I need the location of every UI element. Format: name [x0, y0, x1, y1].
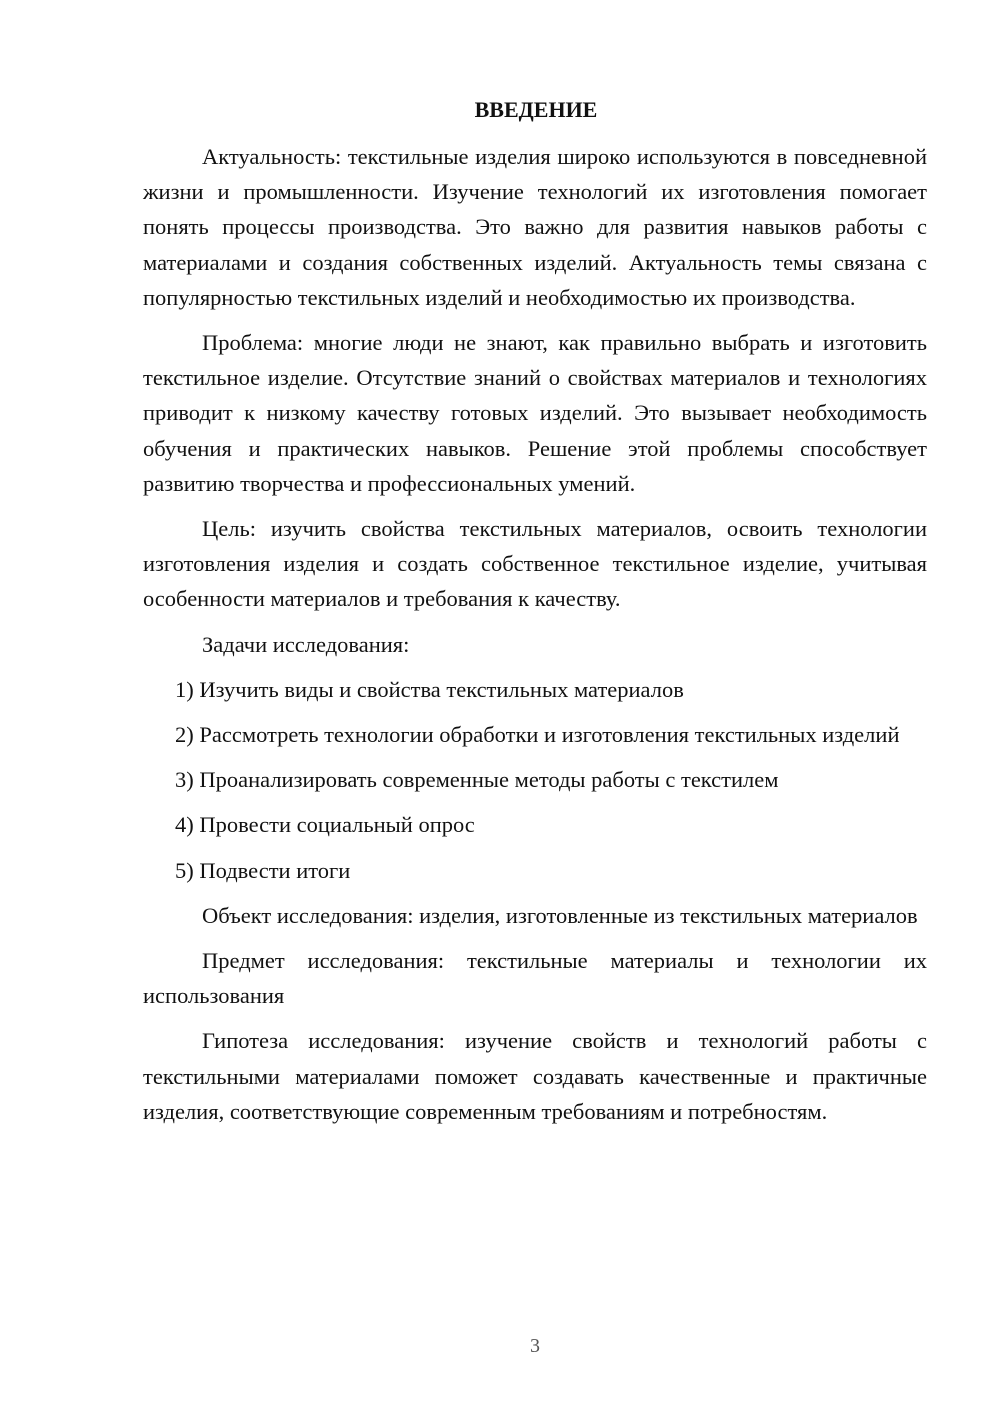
page-number: 3: [530, 1335, 540, 1357]
hypothesis-paragraph: Гипотеза исследования: изучение свойств и технологий работы с текстильными материалами поможет создавать качественные и практичные изделия, соответствующие современным требованиям и потребностям.: [143, 1028, 927, 1124]
task-item: 4) Провести социальный опрос: [175, 812, 475, 838]
task-item: 3) Проанализировать современные методы работы с текстилем: [175, 767, 779, 793]
problem-paragraph: Проблема: многие люди не знают, как правильно выбрать и изготовить текстильное изделие. Отсутствие знаний о свойствах материалов и технологиях приводит к низкому качеству готовых изделий. Это вызывает необходимость обучения и практических навыков. Решение этой проблемы способствует развитию творчества и профессиональных умений.: [143, 330, 927, 496]
goal-paragraph: Цель: изучить свойства текстильных материалов, освоить технологии изготовления изделия и создать собственное текстильное изделие, учитывая особенности материалов и требования к качеству.: [143, 516, 927, 612]
object-paragraph: Объект исследования: изделия, изготовленные из текстильных материалов: [202, 902, 918, 928]
task-item: 1) Изучить виды и свойства текстильных материалов: [175, 676, 684, 702]
subject-paragraph: Предмет исследования: текстильные материалы и технологии их использования: [143, 948, 927, 1009]
relevance-paragraph: Актуальность: текстильные изделия широко используются в повседневной жизни и промышленности. Изучение технологий их изготовления помогает понять процессы производства. Это важно для развития навыков работы с материалами и создания собственных изделий. Актуальность темы связана с популярностью текстильных изделий и необходимостью их производства.: [143, 144, 927, 310]
task-list: [143, 672, 927, 888]
page-title: ВВЕДЕНИЕ: [474, 97, 598, 122]
tasks-title: Задачи исследования:: [202, 631, 410, 657]
task-item: 5) Подвести итоги: [175, 857, 351, 883]
document-body: [143, 95, 927, 1129]
task-item: 2) Рассмотреть технологии обработки и изготовления текстильных изделий: [175, 722, 900, 748]
